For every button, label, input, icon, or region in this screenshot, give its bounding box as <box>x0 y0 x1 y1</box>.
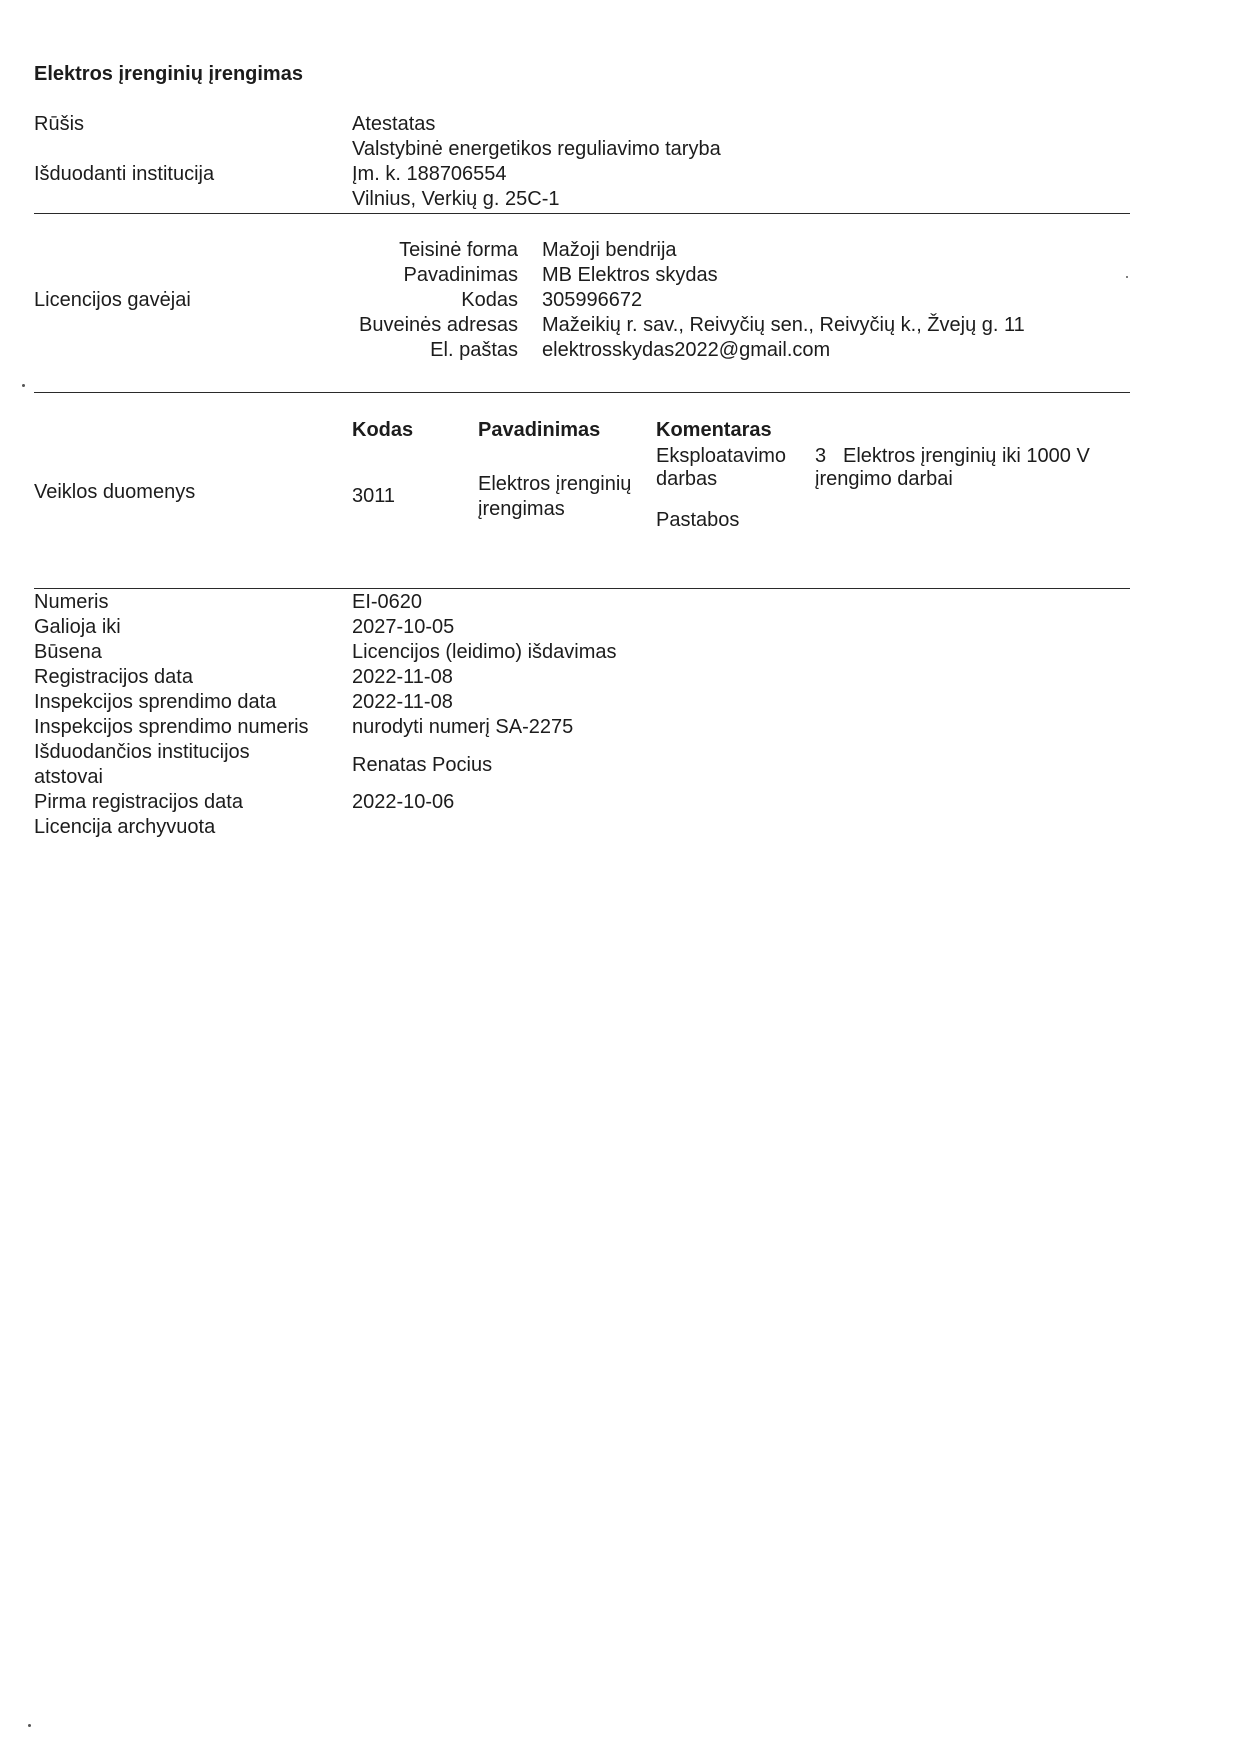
detail-label: Inspekcijos sprendimo data <box>34 691 277 713</box>
holder-field-label: Kodas <box>461 289 518 311</box>
detail-value: 2022-11-08 <box>352 666 453 688</box>
institution-address: Vilnius, Verkių g. 25C-1 <box>352 188 560 210</box>
holder-field-value: elektrosskydas2022@gmail.com <box>542 339 831 361</box>
detail-value: 2027-10-05 <box>352 616 455 638</box>
activity-label: Veiklos duomenys <box>34 481 196 503</box>
holder-field-label: El. paštas <box>430 339 518 361</box>
detail-label: Numeris <box>34 591 109 613</box>
type-label: Rūšis <box>34 113 85 135</box>
detail-label: Galioja iki <box>34 616 121 638</box>
scan-speck <box>22 384 25 387</box>
detail-label: Registracijos data <box>34 666 193 688</box>
section-divider <box>34 213 1130 214</box>
detail-value: Renatas Pocius <box>352 754 493 776</box>
scan-speck <box>28 1724 31 1727</box>
holder-field-label: Pavadinimas <box>403 264 518 286</box>
institution-label: Išduodanti institucija <box>34 163 215 185</box>
holder-field-value: MB Elektros skydas <box>542 264 718 286</box>
activity-comment-line: Eksploatavimo <box>656 445 787 467</box>
section-divider <box>34 392 1130 393</box>
activity-header-comment: Komentaras <box>656 419 772 441</box>
activity-description-line: Elektros įrenginių iki 1000 V <box>843 445 1090 467</box>
holder-field-value: Mažoji bendrija <box>542 239 677 261</box>
institution-name: Valstybinė energetikos reguliavimo taryba <box>352 138 721 160</box>
holder-field-label: Teisinė forma <box>399 239 518 261</box>
holder-field-value: Mažeikių r. sav., Reivyčių sen., Reivyčių k., Žvejų g. 11 <box>542 314 1025 336</box>
activity-number: 3 <box>815 445 827 467</box>
document-title: Elektros įrenginių įrengimas <box>34 63 303 85</box>
holders-label: Licencijos gavėjai <box>34 289 191 311</box>
type-value: Atestatas <box>352 113 436 135</box>
activity-header-name: Pavadinimas <box>478 419 601 441</box>
detail-label: Pirma registracijos data <box>34 791 243 813</box>
activity-name-line: Elektros įrenginių <box>478 473 632 495</box>
detail-value: Licencijos (leidimo) išdavimas <box>352 641 617 663</box>
holder-field-value: 305996672 <box>542 289 643 311</box>
activity-name-line: įrengimas <box>478 498 565 520</box>
scan-speck <box>1126 276 1128 278</box>
detail-value: nurodyti numerį SA-2275 <box>352 716 574 738</box>
section-divider <box>34 588 1130 589</box>
detail-label: Išduodančios institucijos <box>34 741 250 763</box>
detail-value: 2022-11-08 <box>352 691 453 713</box>
detail-label: atstovai <box>34 766 103 788</box>
holder-field-label: Buveinės adresas <box>359 314 518 336</box>
detail-value: 2022-10-06 <box>352 791 455 813</box>
detail-label: Licencija archyvuota <box>34 816 216 838</box>
activity-code: 3011 <box>352 485 396 507</box>
activity-header-code: Kodas <box>352 419 414 441</box>
activity-description-line: įrengimo darbai <box>815 468 953 490</box>
activity-comment-line: darbas <box>656 468 718 490</box>
detail-value: EI-0620 <box>352 591 423 613</box>
institution-code: Įm. k. 188706554 <box>352 163 507 185</box>
detail-label: Inspekcijos sprendimo numeris <box>34 716 309 738</box>
detail-label: Būsena <box>34 641 102 663</box>
activity-notes: Pastabos <box>656 509 740 531</box>
